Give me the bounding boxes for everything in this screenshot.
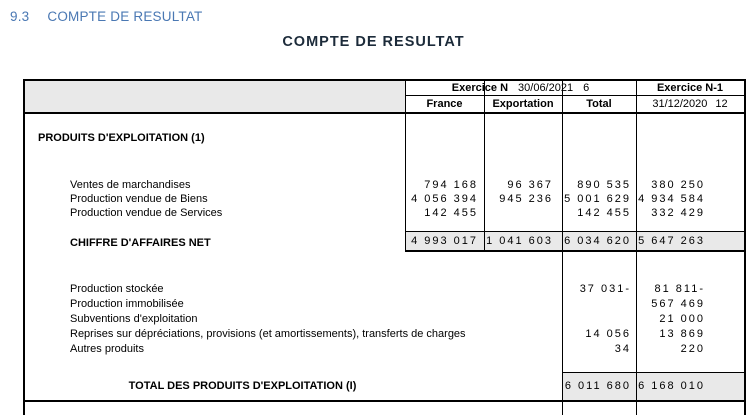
chiffre-affaires-n1: 5 647 263 [638,235,705,247]
row-reprises-total: 14 056 [585,328,631,340]
row-services-france: 142 455 [424,207,478,219]
row-autres-total: 34 [614,343,631,355]
row-autres-n1: 220 [680,343,705,355]
row-label-autres-produits: Autres produits [70,343,144,355]
row-label-production-stockee: Production stockée [70,283,164,295]
header-exercice-n1: Exercice N-1 [656,81,724,94]
total-produits-n1: 6 168 010 [638,380,705,392]
header-border-bottom [23,112,746,114]
total-produits-total: 6 011 680 [564,380,631,392]
table-border-right [744,79,746,415]
column-header-france: France [426,97,463,110]
row-reprises-n1: 13 869 [659,328,705,340]
total-row-border-bottom [23,400,746,402]
chiffre-affaires-label: CHIFFRE D'AFFAIRES NET [70,237,211,249]
total-row-box-top [562,372,746,373]
exercice-n-months: 6 [583,81,590,94]
table-border-left [23,79,25,415]
row-stockee-n1: 81 811- [654,283,705,295]
row-biens-exportation: 945 236 [499,193,553,205]
row-subventions-total [563,313,631,326]
row-ventes-total: 890 535 [577,179,631,191]
section-number: 9.3 [10,9,30,24]
exercice-n1-months: 12 [715,97,728,110]
row-services-n1: 332 429 [651,207,705,219]
income-statement-table [23,79,746,415]
document-title: COMPTE DE RESULTAT [282,34,465,50]
row-services-total: 142 455 [577,207,631,219]
total-produits-label: TOTAL DES PRODUITS D'EXPLOITATION (I) [128,380,357,392]
row-ventes-exportation: 96 367 [507,179,553,191]
header-exercice-n1-date [636,97,744,111]
row-label-production-immobilisee: Production immobilisée [70,298,184,310]
row-subventions-n1: 21 000 [659,313,705,325]
header-exercice-n [405,81,636,95]
exercice-n1-date: 31/12/2020 [652,97,708,110]
chiffre-affaires-box-top [405,231,746,232]
row-biens-france: 4 056 394 [411,193,478,205]
row-label-production-biens: Production vendue de Biens [70,193,208,205]
row-ventes-n1: 380 250 [651,179,705,191]
row-immobilisee-n1: 567 469 [651,298,705,310]
chiffre-affaires-france: 4 993 017 [411,235,478,247]
row-label-subventions: Subventions d'exploitation [70,313,198,325]
exercice-n-date: 30/06/2021 [518,81,574,94]
produits-exploitation-heading: PRODUITS D'EXPLOITATION (1) [38,132,205,144]
column-header-total: Total [586,97,612,110]
chiffre-affaires-exportation: 1 041 603 [486,235,553,247]
section-heading [10,9,203,24]
row-biens-n1: 4 934 584 [638,193,705,205]
row-services-exportation [485,207,553,220]
row-biens-total: 5 001 629 [564,193,631,205]
row-label-production-services: Production vendue de Services [70,207,223,219]
row-ventes-france: 794 168 [424,179,478,191]
row-stockee-total: 37 031- [579,283,631,295]
exercice-n-label: Exercice N [451,81,509,94]
column-header-exportation: Exportation [492,97,554,110]
header-divider-exercice [405,95,746,96]
section-title: COMPTE DE RESULTAT [47,9,203,24]
row-immobilisee-total [563,298,631,311]
chiffre-affaires-box-bottom [405,250,746,252]
chiffre-affaires-total: 6 034 620 [564,235,631,247]
row-label-ventes-marchandises: Ventes de marchandises [70,179,191,191]
row-label-reprises: Reprises sur dépréciations, provisions (et amortissements), transferts de charges [70,328,466,340]
header-left-shaded-cell [25,81,405,112]
